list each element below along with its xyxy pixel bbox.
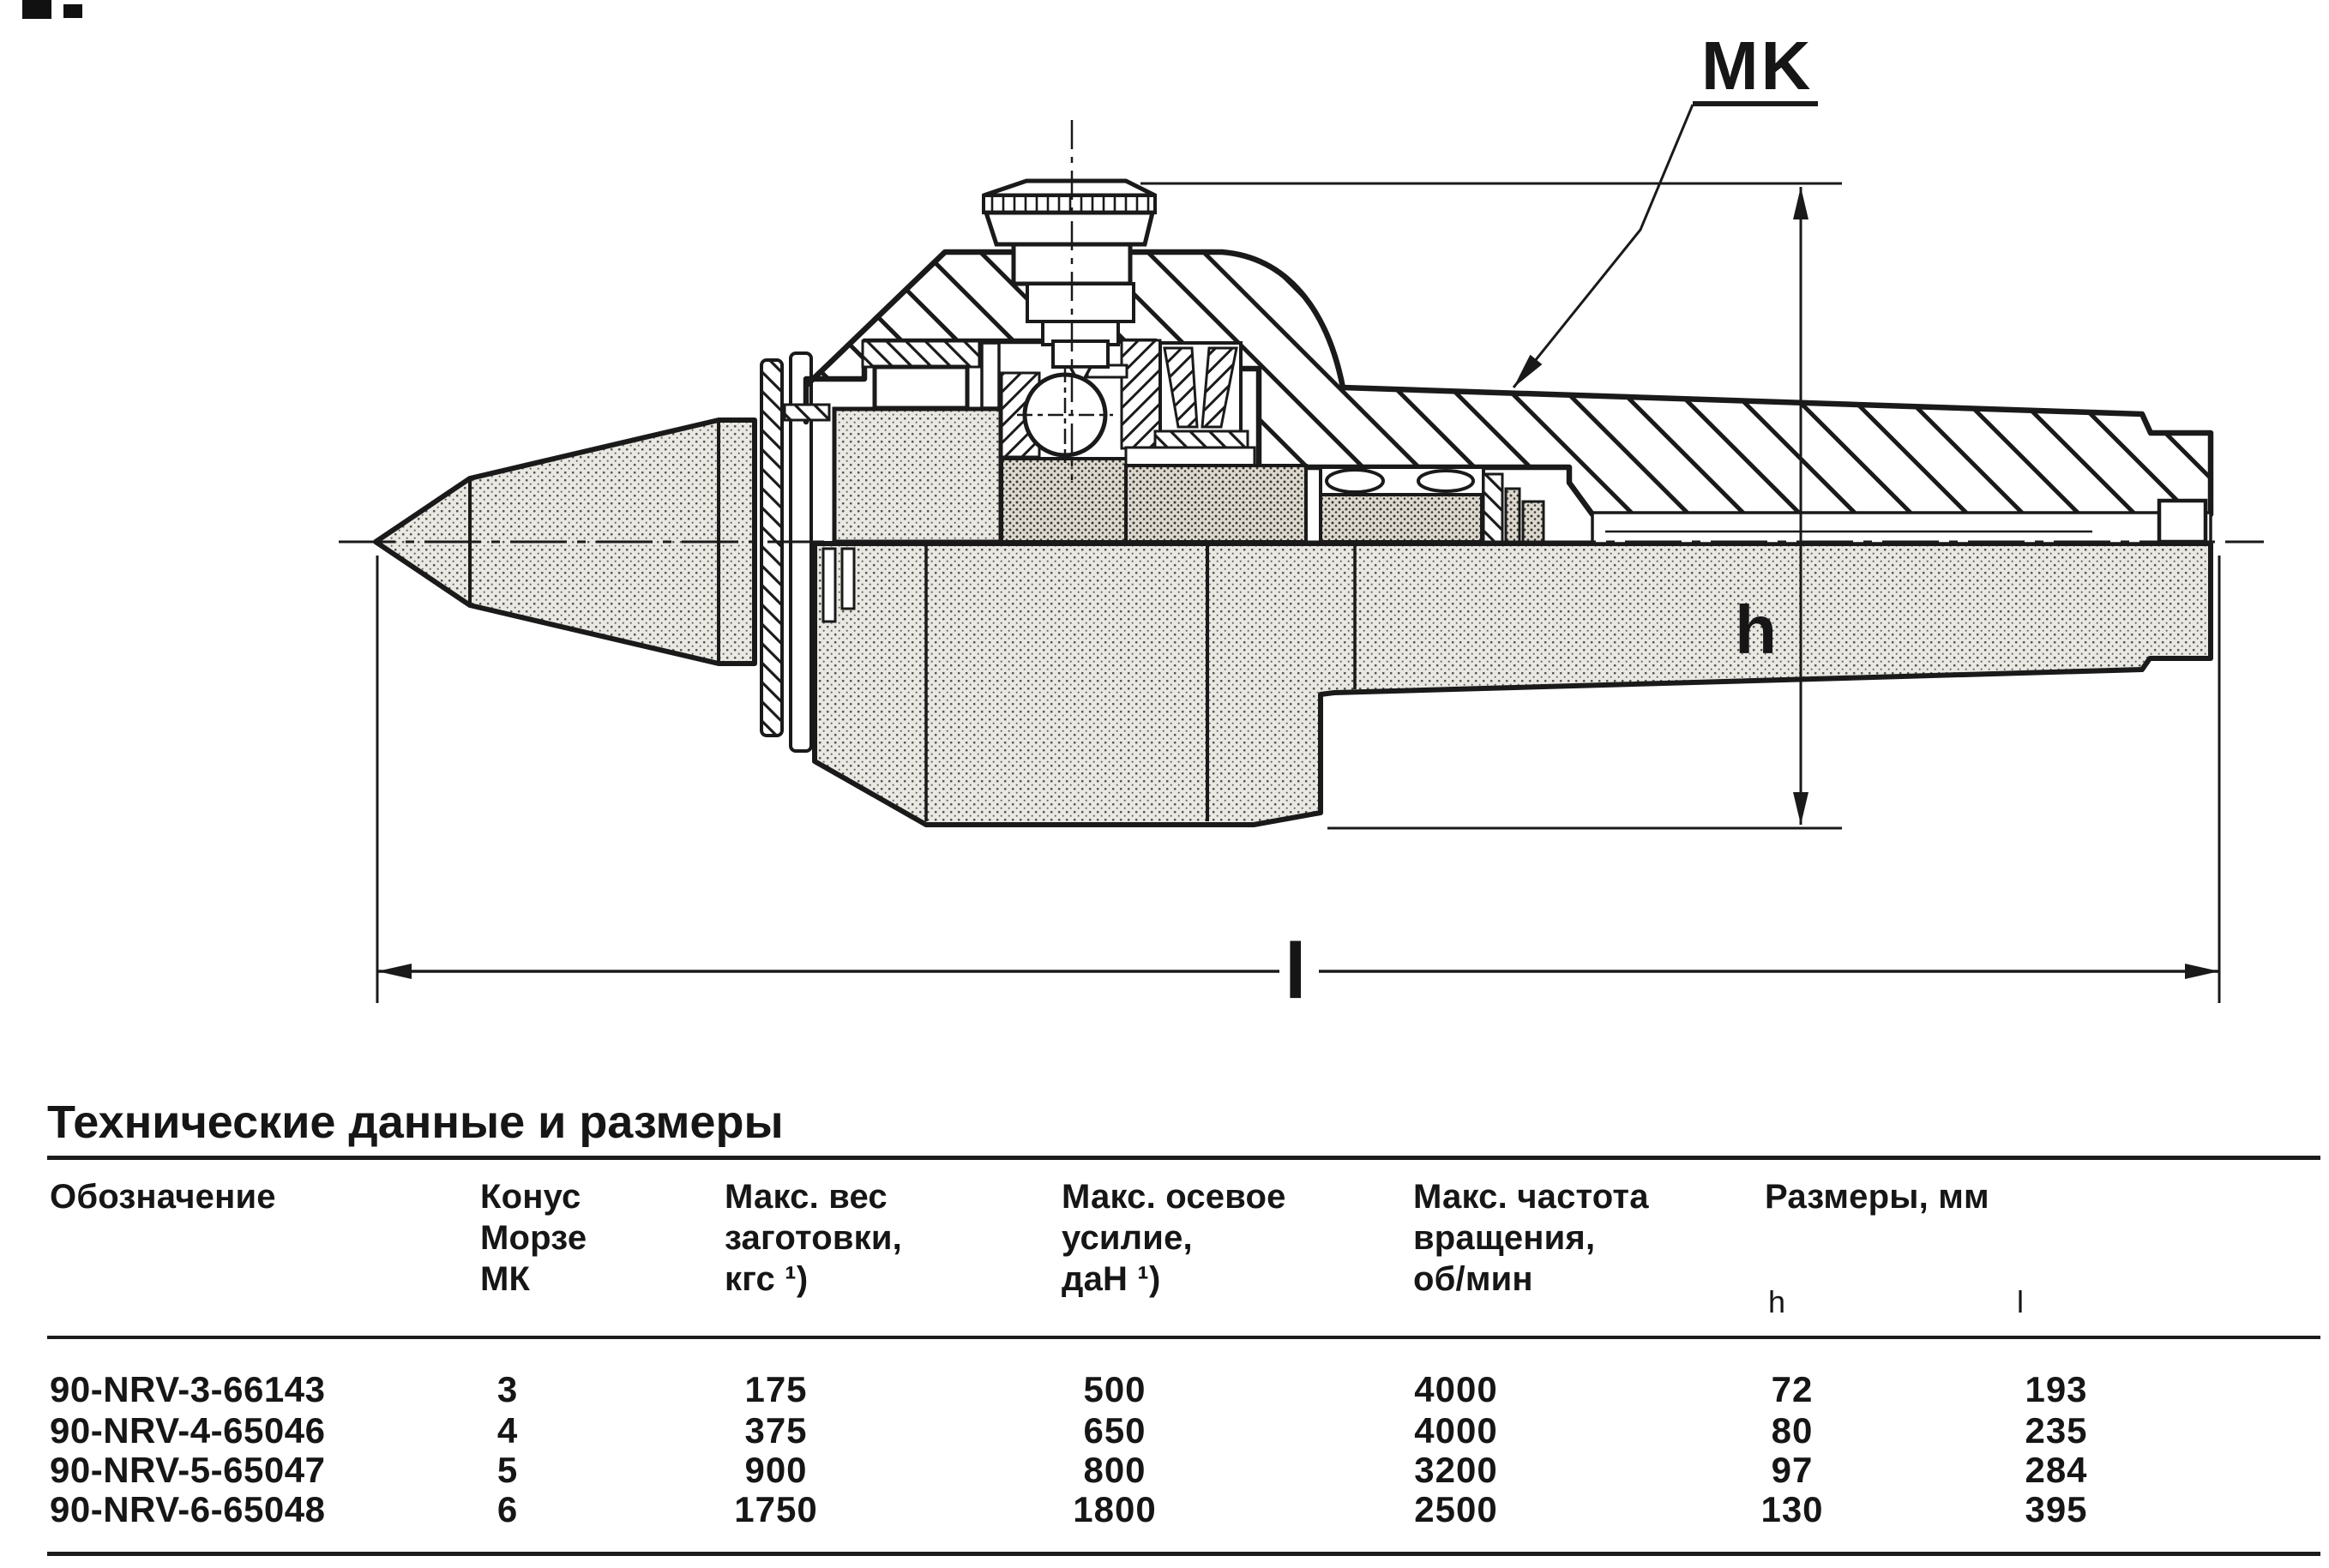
cell-dim-h: 97: [1771, 1450, 1814, 1490]
sub-column-h: h: [1768, 1284, 1786, 1319]
header-line: Размеры, мм: [1765, 1178, 1989, 1216]
thrust-roller-2: [1418, 471, 1473, 491]
column-header-designation: [50, 1176, 276, 1217]
header-line: МК: [480, 1260, 531, 1298]
header-line: Обозначение: [50, 1178, 276, 1216]
cell-morse-taper: 3: [496, 1369, 519, 1409]
cell-max-speed: 4000: [1414, 1369, 1498, 1409]
cell-max-axial-force: 500: [1083, 1369, 1146, 1409]
cell-dim-h: 80: [1771, 1410, 1814, 1451]
thrust-roller-1: [1327, 470, 1383, 492]
callout-mk: [1508, 27, 1818, 393]
header-line: Макс. вес: [725, 1178, 888, 1216]
cell-max-weight: 900: [744, 1450, 808, 1490]
cell-dim-h: 72: [1771, 1369, 1814, 1409]
cell-dim-l: 284: [2025, 1450, 2088, 1490]
seal-ring-1: [1483, 474, 1502, 542]
header-line: вращения,: [1413, 1219, 1596, 1257]
bearing-assembly: [834, 340, 1160, 542]
cell-designation: 90-NRV-4-65046: [50, 1410, 326, 1451]
header-line: об/мин: [1413, 1260, 1533, 1298]
tang-slot: [2159, 501, 2206, 542]
cell-max-axial-force: 800: [1083, 1450, 1146, 1490]
spindle-body-and-shank: [815, 544, 2211, 825]
table-title: Технические данные и размеры: [47, 1096, 784, 1148]
locknut-and-thrust-bearing: [1126, 466, 1592, 542]
mk-leader-line: [1514, 105, 1693, 387]
cell-morse-taper: 6: [496, 1489, 519, 1529]
header-line: Морзе: [480, 1219, 587, 1257]
header-line: заготовки,: [725, 1219, 902, 1257]
cell-morse-taper: 4: [496, 1410, 519, 1451]
column-header-morse-taper: [480, 1176, 587, 1300]
cell-designation: 90-NRV-6-65048: [50, 1489, 326, 1529]
shim-washer: [982, 343, 999, 408]
table-rule-middle: [47, 1336, 2320, 1339]
cell-max-axial-force: 1800: [1073, 1489, 1157, 1529]
sub-column-l: l: [2017, 1284, 2024, 1319]
table-rule-bottom: [47, 1552, 2320, 1556]
outer-race: [863, 341, 979, 367]
column-header-max-speed: [1413, 1176, 1649, 1300]
dim-label-l: l: [1285, 928, 1307, 1015]
cell-max-weight: 175: [744, 1369, 808, 1409]
cell-max-speed: 3200: [1414, 1450, 1498, 1490]
cell-designation: 90-NRV-5-65047: [50, 1450, 326, 1490]
cell-max-axial-force: 650: [1083, 1410, 1146, 1451]
spring-seat: [1155, 431, 1248, 448]
seal-ring-2: [1506, 489, 1520, 542]
header-line: Макс. частота: [1413, 1178, 1649, 1216]
column-header-max-axial-force: [1062, 1176, 1286, 1300]
scan-artifacts: [22, 0, 82, 19]
arrow-up: [1793, 187, 1808, 219]
locknut-front: [1126, 466, 1306, 542]
header-line: Конус: [480, 1178, 581, 1216]
cell-dim-l: 395: [2025, 1489, 2088, 1529]
knob-stem-lower: [1027, 284, 1134, 321]
header-line: кгс ¹): [725, 1260, 809, 1298]
cell-dim-l: 193: [2025, 1369, 2088, 1409]
thrust-washer: [1126, 448, 1255, 466]
cell-max-weight: 1750: [734, 1489, 818, 1529]
cell-designation: 90-NRV-3-66143: [50, 1369, 326, 1409]
cell-morse-taper: 5: [496, 1450, 519, 1490]
header-line: усилие,: [1062, 1219, 1193, 1257]
cell-max-weight: 375: [744, 1410, 808, 1451]
cell-max-speed: 2500: [1414, 1489, 1498, 1529]
spindle-journal: [834, 409, 1001, 542]
column-header-max-weight: [725, 1176, 902, 1300]
locknut-rear: [1321, 495, 1482, 542]
cell-dim-l: 235: [2025, 1410, 2088, 1451]
dim-label-h: h: [1735, 592, 1777, 668]
arrow-left: [377, 964, 412, 979]
header-line: Макс. осевое: [1062, 1178, 1286, 1216]
seal-ring-3: [1523, 502, 1544, 542]
cell-dim-h: 130: [1760, 1489, 1824, 1529]
arrow-down: [1793, 792, 1808, 825]
inner-race-seat: [1002, 459, 1132, 542]
dim-label-mk: MK: [1701, 27, 1814, 104]
roller: [875, 367, 967, 408]
header-line: даН ¹): [1062, 1260, 1161, 1298]
column-header-dimensions: [1765, 1176, 1989, 1217]
seal-lip: [785, 405, 829, 420]
arrow-right: [2185, 964, 2219, 979]
table-rule-top: [47, 1156, 2320, 1160]
cell-max-speed: 4000: [1414, 1410, 1498, 1451]
